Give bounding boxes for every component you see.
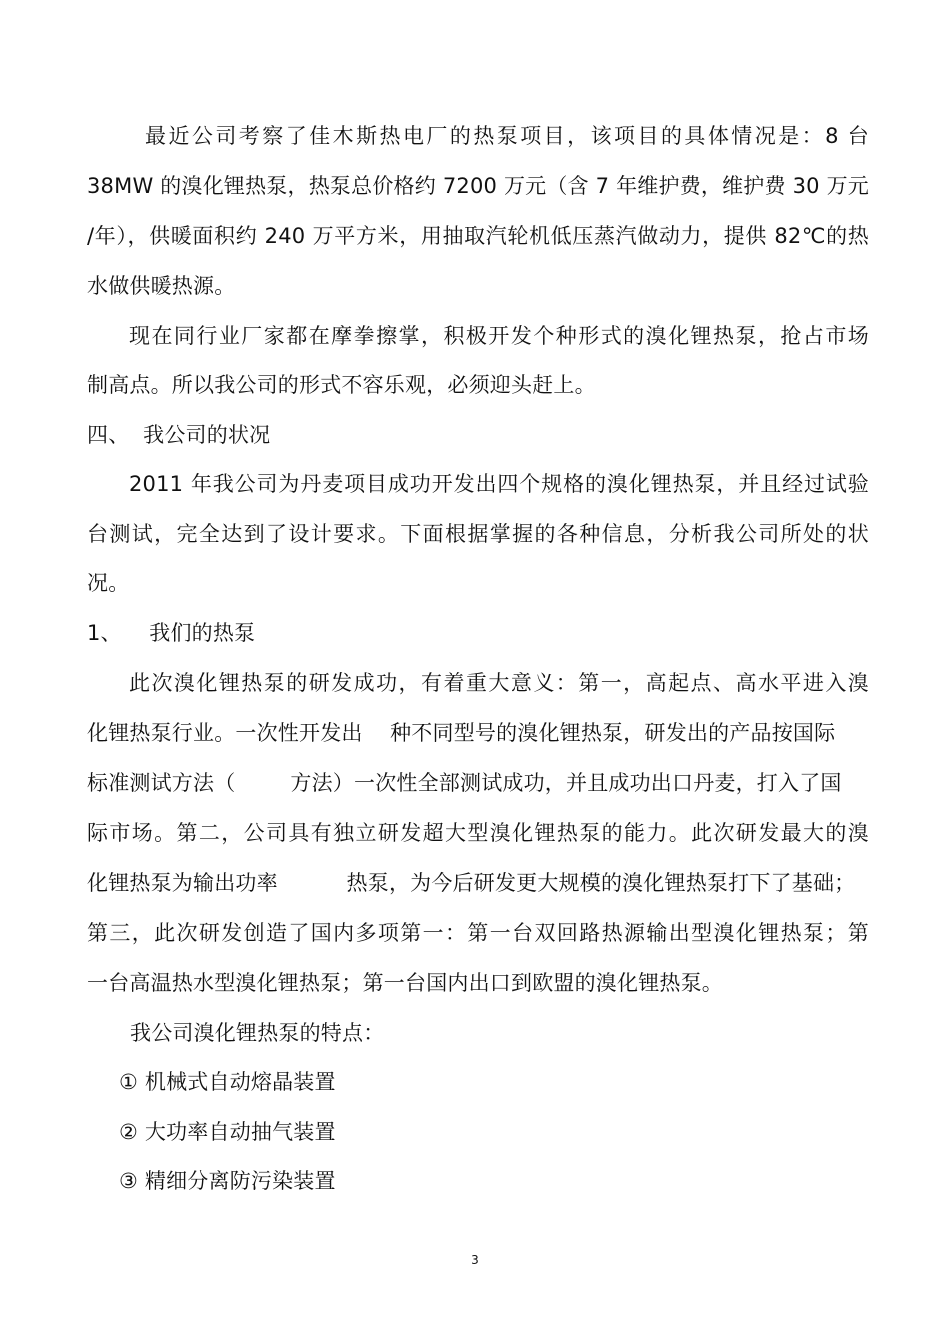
paragraph-4-line-7: 一台高温热水型溴化锂热泵；第一台国内出口到欧盟的溴化锂热泵。 (87, 971, 723, 995)
paragraph-1-line-1: 最近公司考察了佳木斯热电厂的热泵项目，该项目的具体情况是：8 台 (145, 124, 869, 148)
paragraph-4-line-1: 此次溴化锂热泵的研发成功，有着重大意义：第一，高起点、高水平进入溴 (129, 671, 869, 695)
paragraph-1-line-2: 38MW 的溴化锂热泵，热泵总价格约 7200 万元（含 7 年维护费，维护费 30 万元 (87, 174, 869, 198)
features-intro: 我公司溴化锂热泵的特点： (130, 1021, 385, 1045)
paragraph-3-line-3: 况。 (87, 571, 130, 595)
paragraph-4-line-4: 际市场。第二，公司具有独立研发超大型溴化锂热泵的能力。此次研发最大的溴 (87, 821, 869, 845)
paragraph-4-line-2: 化锂热泵行业。一次性开发出 种不同型号的溴化锂热泵，研发出的产品按国际 (87, 721, 836, 745)
paragraph-4-line-5: 化锂热泵为输出功率 热泵，为今后研发更大规模的溴化锂热泵打下了基础； (87, 871, 856, 895)
paragraph-1-line-4: 水做供暖热源。 (87, 274, 236, 298)
paragraph-2-line-1: 现在同行业厂家都在摩拳擦掌，积极开发个种形式的溴化锂热泵，抢占市场 (129, 324, 869, 348)
paragraph-1-line-3: /年），供暖面积约 240 万平方米，用抽取汽轮机低压蒸汽做动力，提供 82℃的热 (87, 224, 869, 248)
page-number: 3 (471, 1253, 479, 1267)
subsection-1-heading: 1、 我们的热泵 (87, 621, 256, 645)
paragraph-4-line-3: 标准测试方法（ 方法）一次性全部测试成功，并且成功出口丹麦，打入了国 (87, 771, 842, 795)
paragraph-4-line-6: 第三，此次研发创造了国内多项第一：第一台双回路热源输出型溴化锂热泵；第 (87, 921, 869, 945)
section-4-heading: 四、 我公司的状况 (87, 423, 271, 447)
feature-item-3: ③ 精细分离防污染装置 (119, 1169, 336, 1193)
paragraph-3-line-1: 2011 年我公司为丹麦项目成功开发出四个规格的溴化锂热泵，并且经过试验 (129, 472, 869, 496)
paragraph-2-line-2: 制高点。所以我公司的形式不容乐观，必须迎头赶上。 (87, 373, 596, 397)
paragraph-3-line-2: 台测试，完全达到了设计要求。下面根据掌握的各种信息，分析我公司所处的状 (87, 522, 869, 546)
feature-item-1: ① 机械式自动熔晶装置 (119, 1070, 336, 1094)
feature-item-2: ② 大功率自动抽气装置 (119, 1120, 336, 1144)
